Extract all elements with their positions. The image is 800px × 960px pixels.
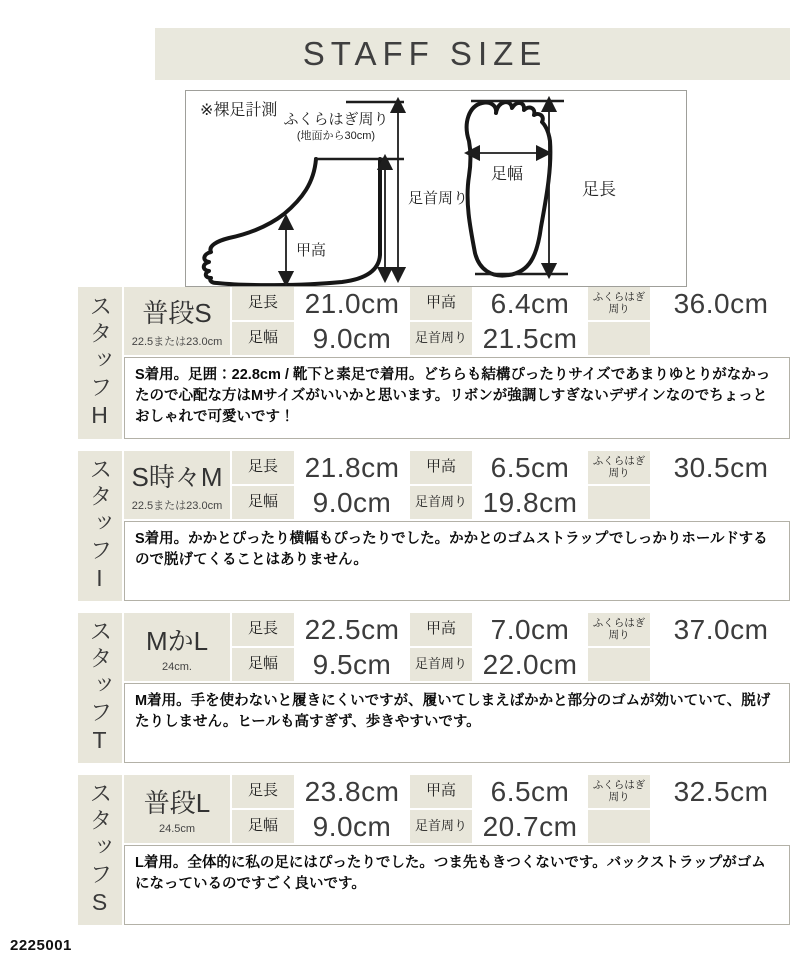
label-ankle: 足首周り — [410, 322, 472, 355]
foot-sole-icon — [467, 101, 568, 276]
size-cell — [124, 287, 230, 355]
staff-name-vertical: スタッフT — [78, 613, 122, 763]
value-foot-length: 23.8cm — [296, 775, 408, 808]
foot-diagram-svg — [186, 91, 686, 286]
value-foot-width: 9.0cm — [296, 486, 408, 519]
staff-name-vertical: スタッフI — [78, 451, 122, 601]
label-calf — [588, 613, 650, 646]
label-instep: 甲高 — [410, 613, 472, 646]
staff-section — [78, 287, 790, 439]
size-note: 24.5cm — [158, 823, 196, 836]
size-note: 24cm. — [162, 661, 192, 674]
width-label: 足幅 — [490, 166, 524, 183]
label-calf-line2: 周り — [608, 466, 630, 479]
staff-section — [78, 613, 790, 763]
label-ankle: 足首周り — [410, 486, 472, 519]
empty-cell — [652, 810, 790, 843]
value-calf: 36.0cm — [652, 287, 790, 320]
staff-comment: M着用。手を使わないと履きにくいですが、履いてしまえばかかと部分のゴムが効いていて、脱げたりしません。ヒールも高すぎず、歩きやすいです。 — [124, 683, 790, 763]
value-instep: 6.5cm — [474, 451, 586, 484]
page-title: STAFF SIZE — [302, 35, 548, 72]
size-name: S時々M — [131, 462, 223, 493]
label-instep: 甲高 — [410, 451, 472, 484]
label-calf-line1: ふくらはぎ — [592, 779, 646, 791]
size-name: 普段S — [142, 298, 212, 328]
label-foot-length: 足長 — [232, 287, 294, 320]
empty-cell — [652, 322, 790, 355]
empty-cell — [588, 486, 650, 519]
value-ankle: 19.8cm — [474, 486, 586, 519]
calf-label: ふくらはぎ周り — [283, 111, 389, 128]
label-foot-length: 足長 — [232, 613, 294, 646]
staff-comment: L着用。全体的に私の足にはぴったりでした。つま先もきつくないです。バックストラップがゴムになっているのですごく良いです。 — [124, 845, 790, 925]
value-instep: 6.5cm — [474, 775, 586, 808]
label-foot-length: 足長 — [232, 451, 294, 484]
label-calf-line2: 周り — [608, 790, 630, 803]
foot-measurement-diagram — [185, 90, 687, 287]
staff-name-vertical: スタッフS — [78, 775, 122, 925]
label-ankle: 足首周り — [410, 810, 472, 843]
diagram-note-label: ※裸足計測 — [200, 102, 278, 119]
empty-cell — [588, 322, 650, 355]
label-instep: 甲高 — [410, 775, 472, 808]
size-name: MかL — [145, 626, 209, 657]
value-foot-width: 9.0cm — [296, 810, 408, 843]
size-cell — [124, 613, 230, 681]
label-calf — [588, 451, 650, 484]
calf-sublabel: (地面から30cm) — [296, 130, 376, 142]
size-name: 普段L — [143, 788, 211, 819]
staff-comment: S着用。かかとぴったり横幅もぴったりでした。かかとのゴムストラップでしっかりホールドするので脱げてくることはありません。 — [124, 521, 790, 601]
empty-cell — [588, 810, 650, 843]
empty-cell — [652, 486, 790, 519]
size-note: 22.5または23.0cm — [131, 336, 223, 348]
label-calf-line1: ふくらはぎ — [592, 617, 646, 629]
label-foot-width: 足幅 — [232, 648, 294, 681]
label-calf-line1: ふくらはぎ — [592, 455, 646, 467]
value-instep: 7.0cm — [474, 613, 586, 646]
value-ankle: 20.7cm — [474, 810, 586, 843]
size-cell — [124, 451, 230, 519]
value-foot-width: 9.5cm — [296, 648, 408, 681]
item-code: 2225001 — [10, 937, 72, 955]
label-calf — [588, 775, 650, 808]
staff-name-vertical: スタッフH — [78, 287, 122, 439]
value-instep: 6.4cm — [474, 287, 586, 320]
label-foot-width: 足幅 — [232, 810, 294, 843]
staff-section — [78, 775, 790, 925]
value-foot-length: 21.0cm — [296, 287, 408, 320]
label-calf-line2: 周り — [608, 302, 630, 315]
value-ankle: 22.0cm — [474, 648, 586, 681]
value-foot-width: 9.0cm — [296, 322, 408, 355]
staff-comment: S着用。足囲：22.8cm / 靴下と素足で着用。どちらも結構ぴったりサイズであまりゆとりがなかったので心配な方はMサイズがいいかと思います。リボンが強調しすぎないデザインなのでちょっとおしゃれで可愛いです！ — [124, 357, 790, 439]
value-calf: 37.0cm — [652, 613, 790, 646]
label-ankle: 足首周り — [410, 648, 472, 681]
page-header — [155, 28, 790, 80]
label-foot-width: 足幅 — [232, 322, 294, 355]
value-foot-length: 21.8cm — [296, 451, 408, 484]
value-calf: 30.5cm — [652, 451, 790, 484]
empty-cell — [588, 648, 650, 681]
instep-label: 甲高 — [296, 242, 327, 259]
value-ankle: 21.5cm — [474, 322, 586, 355]
label-calf-line2: 周り — [608, 628, 630, 641]
ankle-label: 足首周り — [408, 190, 469, 207]
label-calf — [588, 287, 650, 320]
label-foot-width: 足幅 — [232, 486, 294, 519]
staff-section — [78, 451, 790, 601]
size-note: 22.5または23.0cm — [131, 500, 223, 513]
label-foot-length: 足長 — [232, 775, 294, 808]
label-calf-line1: ふくらはぎ — [592, 290, 646, 303]
value-calf: 32.5cm — [652, 775, 790, 808]
length-label: 足長 — [582, 180, 616, 199]
label-instep: 甲高 — [410, 287, 472, 320]
value-foot-length: 22.5cm — [296, 613, 408, 646]
empty-cell — [652, 648, 790, 681]
size-cell — [124, 775, 230, 843]
